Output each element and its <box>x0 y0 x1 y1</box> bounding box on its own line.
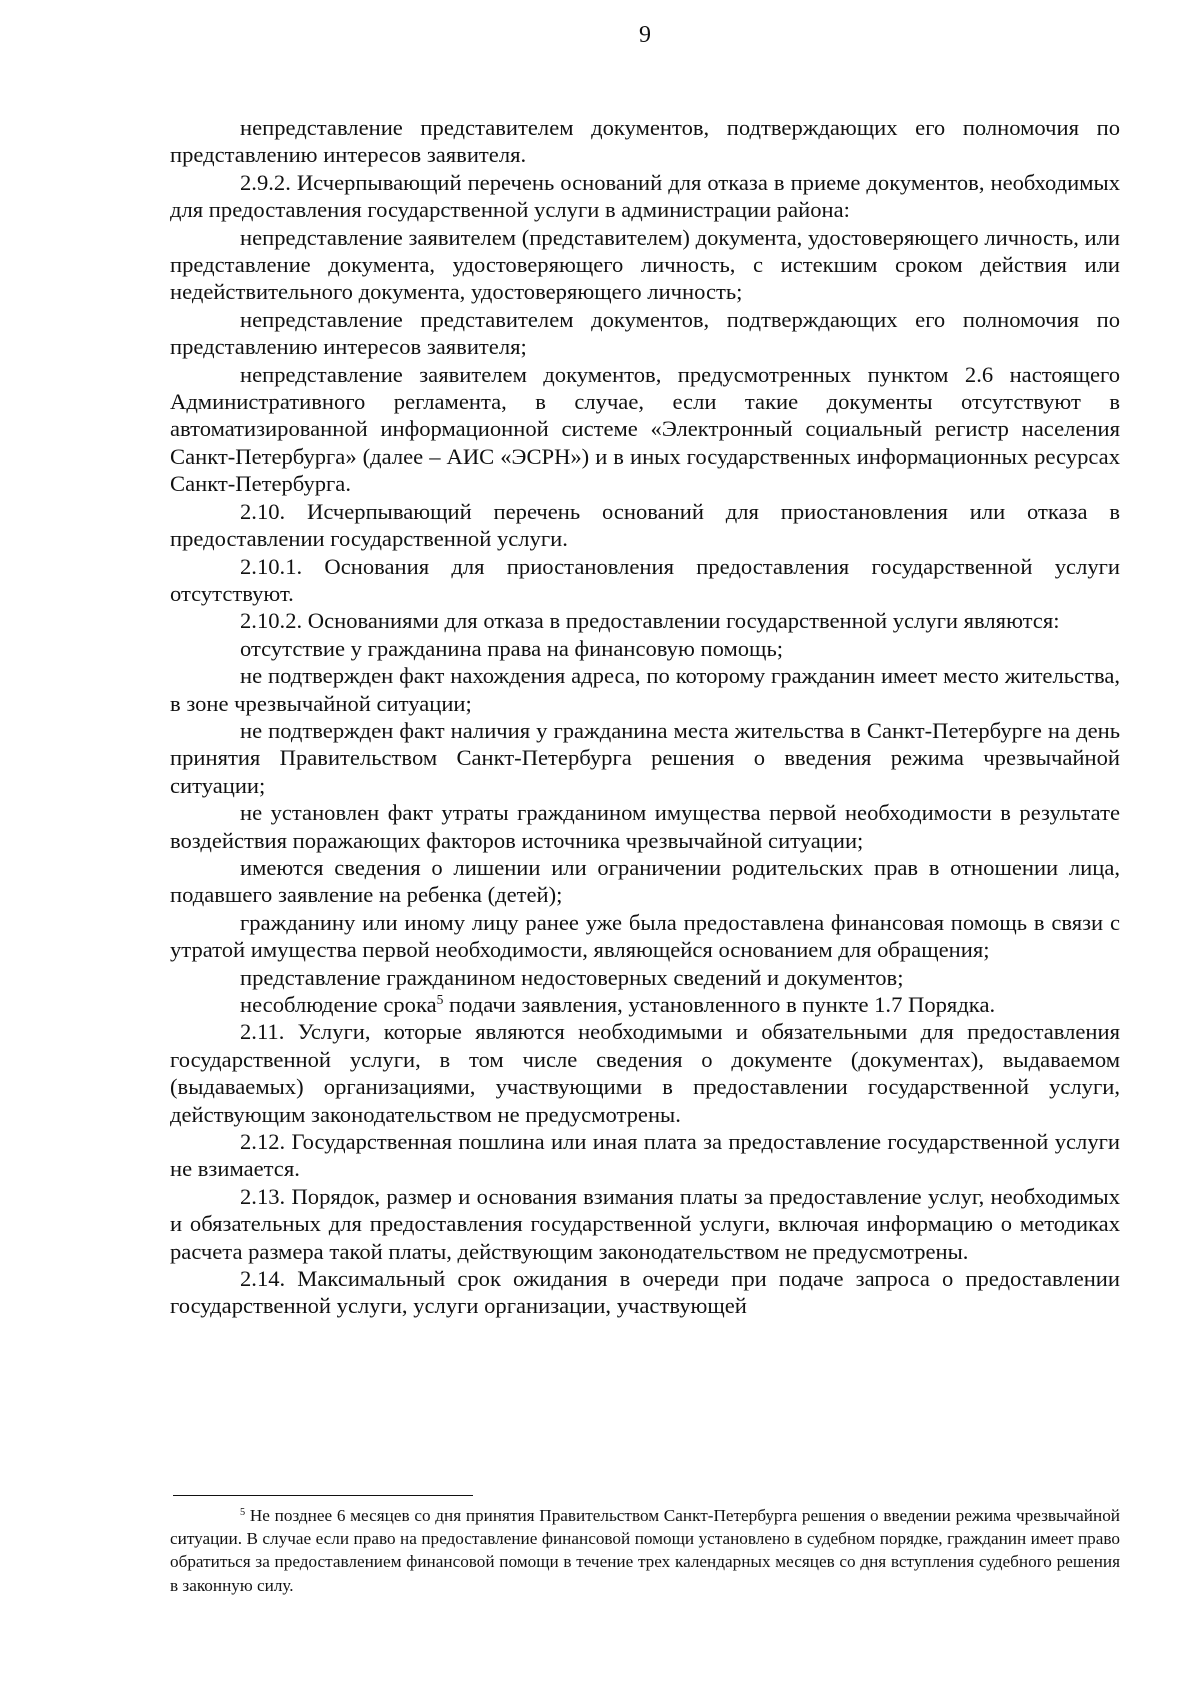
document-body <box>170 114 1120 1320</box>
paragraph: 2.10. Исчерпывающий перечень оснований для приостановления или отказа в предоставлении государственной услуги. <box>170 498 1120 552</box>
footnote-text: Не позднее 6 месяцев со дня принятия Правительством Санкт-Петербурга решения о введении режима чрезвычайной ситуации. В случае если право на предоставление финансовой помощи установлено в судебном порядке, гражданин имеет право обратиться за предоставлением финансовой помощи в течение трех календарных месяцев со дня вступления судебного решения в законную силу. <box>170 1506 1120 1595</box>
footnote <box>170 1504 1120 1597</box>
footnote-reference: 5 <box>436 991 444 1007</box>
paragraph: непредставление представителем документов, подтверждающих его полномочия по представлению интересов заявителя; <box>170 306 1120 360</box>
paragraph: не установлен факт утраты гражданином имущества первой необходимости в результате воздействия поражающих факторов источника чрезвычайной ситуации; <box>170 800 1120 853</box>
paragraph: не подтвержден факт наличия у гражданина места жительства в Санкт-Петербурге на день принятия Правительством Санкт-Петербурга решения о введения режима чрезвычайной ситуации; <box>170 717 1120 798</box>
paragraph: 2.10.2. Основаниями для отказа в предоставлении государственной услуги являются: <box>240 608 1060 634</box>
paragraph: представление гражданином недостоверных сведений и документов; <box>240 964 904 990</box>
paragraph-text: несоблюдение срока <box>240 992 437 1017</box>
paragraph: 2.12. Государственная пошлина или иная плата за предоставление государственной услуги не взимается. <box>170 1129 1120 1182</box>
footnote-divider <box>173 1495 473 1496</box>
paragraph: непредставление представителем документов, подтверждающих его полномочия по представлению интересов заявителя. <box>170 115 1120 168</box>
paragraph: 2.11. Услуги, которые являются необходимыми и обязательными для предоставления государственной услуги, в том числе сведения о документе (документах), выдаваемом (выдаваемых) организациями, участвующими в предоставлении государственной услуги, действующим законодательством не предусмотрены. <box>170 1019 1120 1127</box>
paragraph: 2.13. Порядок, размер и основания взимания платы за предоставление услуг, необходимых и обязательных для предоставления государственной услуги, включая информацию о методиках расчета размера такой платы, действующим законодательством не предусмотрены. <box>170 1183 1120 1264</box>
footnote-marker: 5 <box>240 1506 246 1518</box>
paragraph: непредставление заявителем документов, предусмотренных пунктом 2.6 настоящего Административного регламента, в случае, если такие документы отсутствуют в автоматизированной информационной системе «Электронный социальный регистр населения Санкт-Петербурга» (далее – АИС «ЭСРН») и в иных государственных информационных ресурсах Санкт-Петербурга. <box>170 361 1120 497</box>
paragraph: 2.9.2. Исчерпывающий перечень оснований для отказа в приеме документов, необходимых для предоставления государственной услуги в администрации района: <box>170 169 1120 223</box>
page-number: 9 <box>639 22 651 48</box>
paragraph: непредставление заявителем (представителем) документа, удостоверяющего личность, или представление документа, удостоверяющего личность, с истекшим сроком действия или недействительного документа, удостоверяющего личность; <box>170 224 1120 305</box>
paragraph-text: подачи заявления, установленного в пункте 1.7 Порядка. <box>443 992 996 1017</box>
paragraph: гражданину или иному лицу ранее уже была предоставлена финансовая помощь в связи с утратой имущества первой необходимости, являющейся основанием для обращения; <box>170 909 1120 963</box>
paragraph-with-footnote-ref <box>170 991 1120 1018</box>
paragraph: 2.10.1. Основания для приостановления предоставления государственной услуги отсутствуют. <box>170 553 1120 606</box>
paragraph: 2.14. Максимальный срок ожидания в очереди при подаче запроса о предоставлении государственной услуги, услуги организации, участвующей <box>170 1266 1120 1319</box>
paragraph: имеются сведения о лишении или ограничении родительских прав в отношении лица, подавшего заявление на ребенка (детей); <box>170 854 1120 908</box>
paragraph: отсутствие у гражданина права на финансовую помощь; <box>240 635 784 661</box>
paragraph: не подтвержден факт нахождения адреса, по которому гражданин имеет место жительства, в зоне чрезвычайной ситуации; <box>170 663 1120 716</box>
